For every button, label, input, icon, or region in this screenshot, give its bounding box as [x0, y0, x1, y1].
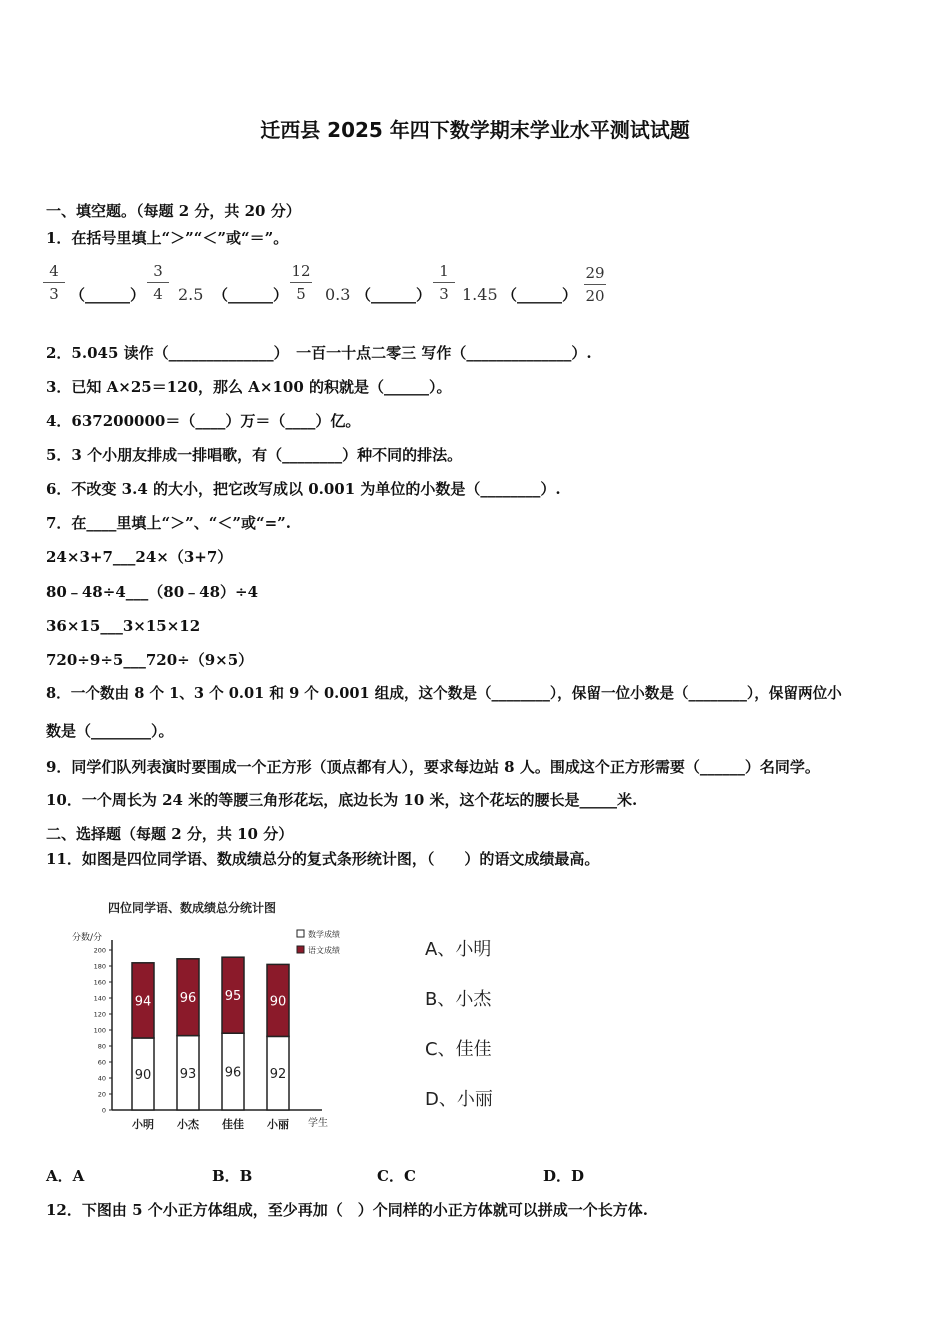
answer-option-d[interactable]: D．D — [543, 1167, 585, 1185]
fraction — [147, 260, 169, 305]
question-5: 5．3 个小朋友排成一排唱歌，有（________）种不同的排法。 — [46, 446, 463, 464]
question-11: 11．如图是四位同学语、数成绩总分的复式条形统计图，（ ）的语文成绩最高。 — [46, 850, 600, 868]
section-1-heading: 一、填空题。（每题 2 分，共 20 分） — [46, 202, 301, 220]
bar-label-math: 96 — [224, 1065, 242, 1081]
question-2: 2．5.045 读作（______________） 一百一十点二零三 写作（______________）. — [46, 344, 592, 362]
chart-option: C、佳佳 — [425, 1039, 492, 1060]
answer-blank[interactable]: （______） — [356, 286, 432, 304]
legend-label-chinese: 语文成绩 — [308, 946, 340, 955]
question-8: 8．一个数由 8 个 1、3 个 0.01 和 9 个 0.001 组成，这个数是（________），保留一位小数是（________），保留两位小 — [46, 685, 842, 702]
answer-option-a[interactable]: A．A — [46, 1167, 85, 1185]
y-tick-label: 20 — [97, 1090, 106, 1099]
numerator: 3 — [147, 260, 169, 283]
y-tick-label: 140 — [93, 994, 106, 1003]
q7-line: 80﹣48÷4___（80﹣48）÷4 — [46, 583, 259, 601]
fraction — [43, 260, 65, 305]
y-tick-label: 180 — [93, 962, 106, 971]
number: 1.45 — [462, 285, 498, 304]
x-tick-label: 小杰 — [177, 1118, 199, 1131]
y-tick-label: 200 — [93, 946, 106, 955]
answer-blank[interactable]: （______） — [70, 286, 146, 304]
denominator: 4 — [153, 285, 163, 303]
bar-label-chinese: 95 — [224, 989, 242, 1005]
y-tick-label: 40 — [97, 1074, 106, 1083]
chart-option: A、小明 — [425, 939, 492, 960]
y-axis-label: 分数/分 — [72, 933, 103, 943]
question-3: 3．已知 A×25＝120，那么 A×100 的积就是（______）。 — [46, 378, 452, 396]
legend-label-math: 数学成绩 — [308, 930, 340, 939]
question-8-cont: 数是（________）。 — [46, 722, 174, 740]
x-tick-label: 小丽 — [267, 1118, 289, 1131]
numerator: 12 — [290, 260, 312, 283]
legend-swatch-chinese — [297, 946, 304, 953]
y-tick-label: 160 — [93, 978, 106, 987]
section-2-heading: 二、选择题（每题 2 分，共 10 分） — [46, 825, 294, 843]
question-4: 4．637200000＝（____）万＝（____）亿。 — [46, 412, 361, 430]
numerator: 4 — [43, 260, 65, 283]
x-axis-label: 学生 — [308, 1118, 328, 1129]
denominator: 5 — [296, 285, 306, 303]
chart-option: B、小杰 — [425, 989, 492, 1010]
bar-label-math: 92 — [269, 1067, 287, 1083]
denominator: 20 — [585, 287, 605, 305]
bar-label-math: 90 — [134, 1068, 152, 1083]
x-tick-label: 小明 — [132, 1118, 154, 1131]
question-1: 1．在括号里填上“＞”“＜”或“＝”。 — [46, 229, 289, 247]
x-tick-label: 佳佳 — [222, 1118, 244, 1131]
fraction — [290, 260, 312, 305]
y-tick-label: 100 — [93, 1026, 106, 1035]
q7-line: 24×3+7___24×（3+7） — [46, 548, 233, 566]
bar-label-math: 93 — [179, 1066, 197, 1082]
question-6: 6．不改变 3.4 的大小，把它改写成以 0.001 为单位的小数是（________）. — [46, 480, 561, 498]
y-tick-label: 120 — [93, 1010, 106, 1019]
number: 0.3 — [325, 285, 351, 304]
chart-option: D、小丽 — [425, 1089, 493, 1110]
bar-label-chinese: 90 — [269, 994, 287, 1010]
number: 2.5 — [178, 285, 204, 304]
question-9: 9．同学们队列表演时要围成一个正方形（顶点都有人），要求每边站 8 人。围成这个正方形需要（______）名同学。 — [46, 758, 820, 776]
bar-label-chinese: 96 — [179, 991, 197, 1007]
fraction — [433, 260, 455, 305]
denominator: 3 — [439, 285, 449, 303]
question-7: 7．在____里填上“＞”、“＜”或“=”. — [46, 514, 291, 532]
bar-label-chinese: 94 — [134, 994, 152, 1010]
answer-option-c[interactable]: C．C — [377, 1167, 416, 1185]
q7-line: 720÷9÷5___720÷（9×5） — [46, 651, 254, 669]
chart-title: 四位同学语、数成绩总分统计图 — [108, 901, 277, 915]
answer-blank[interactable]: （______） — [502, 286, 578, 304]
y-tick-label: 80 — [97, 1042, 106, 1051]
answer-blank[interactable]: （______） — [213, 286, 289, 304]
y-tick-label: 60 — [97, 1058, 106, 1067]
question-12: 12．下图由 5 个小正方体组成，至少再加（ ）个同样的小正方体就可以拼成一个长方体. — [46, 1201, 648, 1219]
numerator: 1 — [433, 260, 455, 283]
fraction — [584, 262, 606, 307]
page-title: 迁西县 2025 年四下数学期末学业水平测试试题 — [260, 118, 690, 142]
denominator: 3 — [49, 285, 59, 303]
answer-option-b[interactable]: B．B — [212, 1167, 253, 1185]
legend-swatch-math — [297, 930, 304, 937]
stacked-bar-chart — [60, 892, 360, 1142]
q7-line: 36×15___3×15×12 — [46, 617, 201, 635]
numerator: 29 — [584, 262, 606, 285]
question-10: 10．一个周长为 24 米的等腰三角形花坛，底边长为 10 米，这个花坛的腰长是_____米. — [46, 791, 638, 809]
y-tick-label: 0 — [101, 1106, 106, 1115]
